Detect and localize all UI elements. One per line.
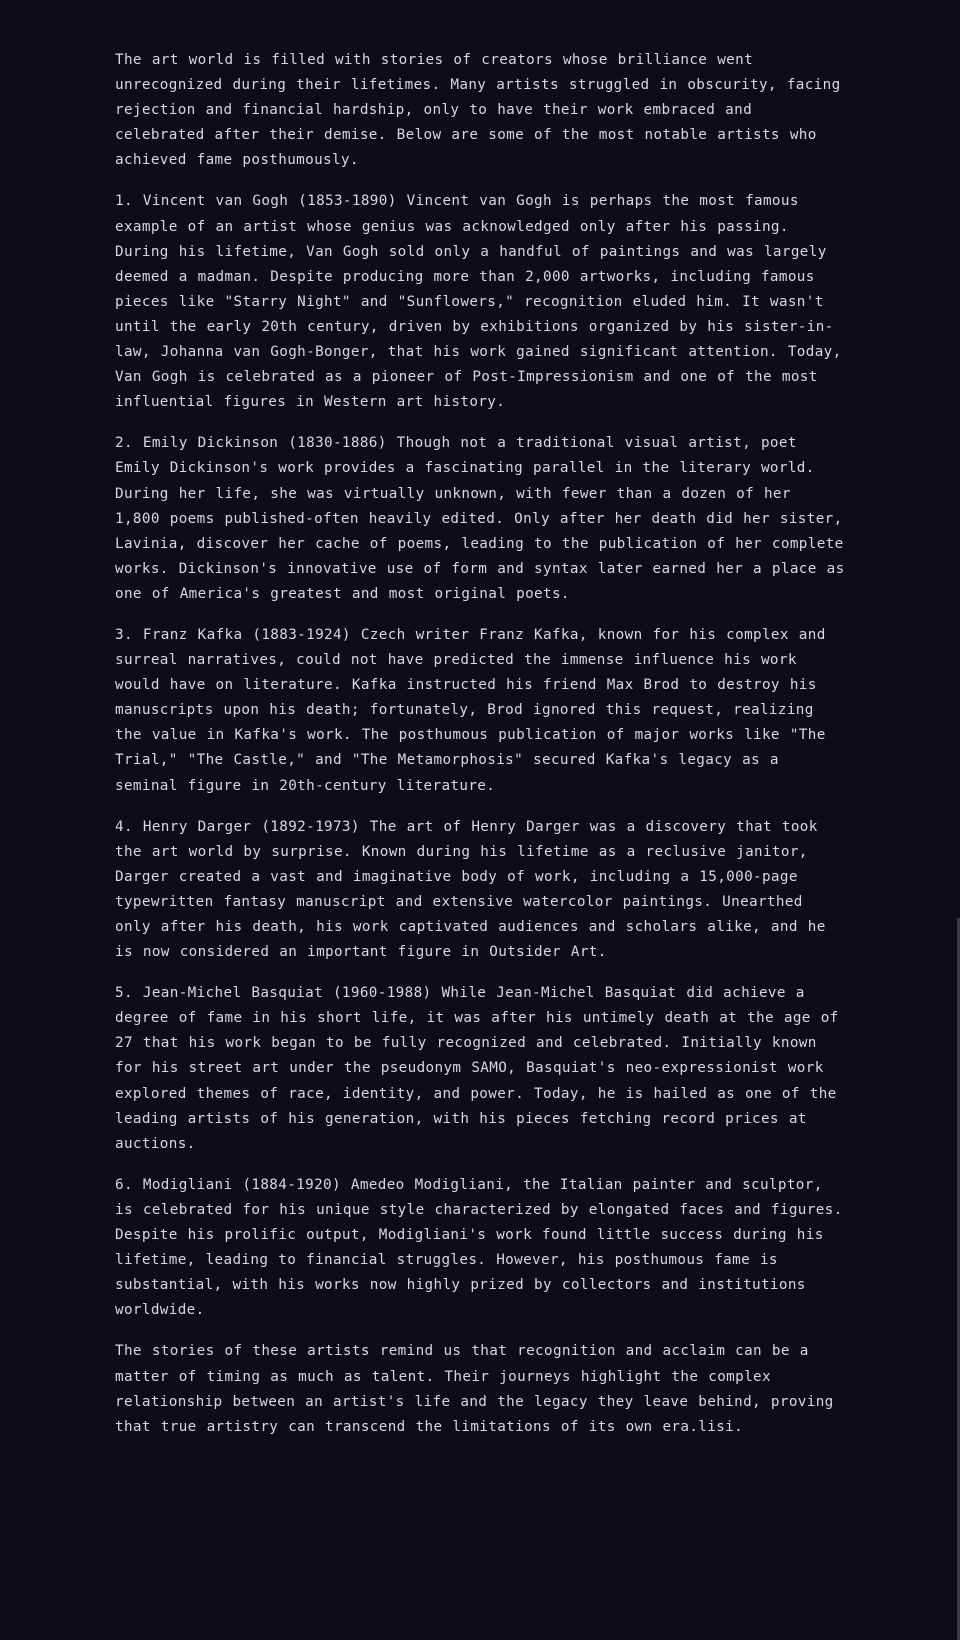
list-item-van-gogh: 1. Vincent van Gogh (1853-1890) Vincent van Gogh is perhaps the most famous example of an artist whose genius was acknowledged only after his passing. During his lifetime, Van Gogh sold only a handful of paintings and was largely deemed a madman. Despite producing more than 2,000 artworks, including famous pieces like "Starry Night" and "Sunflowers," recognition eluded him. It wasn't until the early 20th century, driven by exhibitions organized by his sister-in-law, Johanna van Gogh-Bonger, that his work gained significant attention. Today, Van Gogh is celebrated as a pioneer of Post-Impressionism and one of the most influential figures in Western art history. (115, 193, 842, 411)
list-item-kafka: 3. Franz Kafka (1883-1924) Czech writer Franz Kafka, known for his complex and surreal narratives, could not have predicted the immense influence his work would have on literature. Kafka instructed his friend Max Brod to destroy his manuscripts upon his death; fortunately, Brod ignored this request, realizing the value in Kafka's work. The posthumous publication of major works like "The Trial," "The Castle," and "The Metamorphosis" secured Kafka's legacy as a seminal figure in 20th-century literature. (115, 626, 826, 794)
list-item-modigliani: 6. Modigliani (1884-1920) Amedeo Modigliani, the Italian painter and sculptor, is celebrated for his unique style characterized by elongated faces and figures. Despite his prolific output, Modigliani's work found little success during his lifetime, leading to financial struggles. However, his posthumous fame is substantial, with his works now highly prized by collectors and institutions worldwide. (115, 1176, 843, 1319)
list-item-darger: 4. Henry Darger (1892-1973) The art of Henry Darger was a discovery that took the art world by surprise. Known during his lifetime as a reclusive janitor, Darger created a vast and imaginative body of work, including a 15,000-page typewritten fantasy manuscript and extensive watercolor paintings. Unearthed only after his death, his work captivated audiences and scholars alike, and he is now considered an important figure in Outsider Art. (115, 818, 826, 961)
list-item-basquiat: 5. Jean-Michel Basquiat (1960-1988) While Jean-Michel Basquiat did achieve a degree of fame in his short life, it was after his untimely death at the age of 27 that his work began to be fully recognized and celebrated. Initially known for his street art under the pseudonym SAMO, Basquiat's neo-expressionist work explored themes of race, identity, and power. Today, he is hailed as one of the leading artists of his generation, with his pieces fetching record prices at auctions. (115, 985, 839, 1152)
article-body (115, 48, 845, 1456)
intro-paragraph: The art world is filled with stories of creators whose brilliance went unrecognized during their lifetimes. Many artists struggled in obscurity, facing rejection and financial hardship, only to have their work embraced and celebrated after their demise. Below are some of the most notable artists who achieved fame posthumously. (115, 52, 841, 169)
list-item-dickinson: 2. Emily Dickinson (1830-1886) Though not a traditional visual artist, poet Emily Dickinson's work provides a fascinating parallel in the literary world. During her life, she was virtually unknown, with fewer than a dozen of her 1,800 poems published-often heavily edited. Only after her death did her sister, Lavinia, discover her cache of poems, leading to the publication of her complete works. Dickinson's innovative use of form and syntax later earned her a place as one of America's greatest and most original poets. (115, 435, 845, 602)
conclusion-paragraph: The stories of these artists remind us that recognition and acclaim can be a matter of timing as much as talent. Their journeys highlight the complex relationship between an artist's life and the legacy they leave behind, proving that true artistry can transcend the limitations of its own era.lisi. (115, 1343, 834, 1435)
